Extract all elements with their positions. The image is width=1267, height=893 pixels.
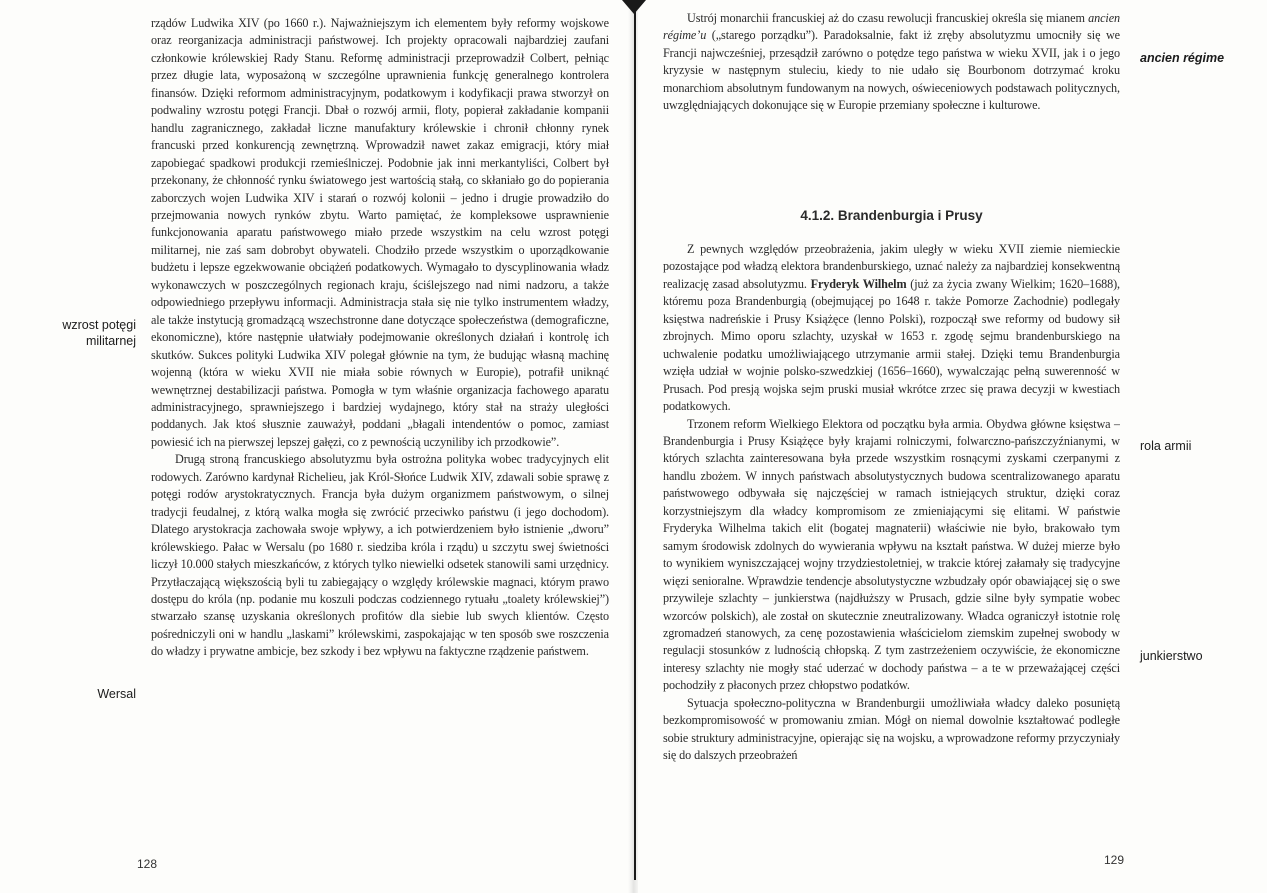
gutter-divider <box>634 8 636 880</box>
right-p1-before: Z pewnych względów przeobrażenia, jakim uległy w wieku XVII ziemie niemieckie pozostające pod władzą elektora brandenburskiego, uznać należy za najbardziej konsekwentną realizację zasad absolutyzmu. <box>663 242 1120 291</box>
right-p1-after: (już za życia zwany Wielkim; 1620–1688), któremu poza Brandenburgią (obejmującej po 1648 r. także Pomorze Zachodnie) podlegały księstwa nadreńskie i Prusy Książęce (lenno Polski), rozpoczął swe reformy od budowy sił zbrojnych. Mimo oporu szlachty, uzyskał w 1653 r. zgodę sejmu brandenburskiego na uchwalenie podatku umożliwiającego utrzymanie armii stałej. Dzięki temu Brandenburgia wzięła udział w wojnie polsko-szwedzkiej (1656–1660), wywalczając pełną suwerenność w Prusach. Pod presją wojska sejm pruski musiał wkrótce zrzec się prawa decyzji w kwestiach podatkowych. <box>663 276 1120 414</box>
margin-note-wersal: Wersal <box>97 687 136 701</box>
right-intro-after: („starego porządku”). Paradoksalnie, fakt iż zręby absolutyzmu umocniły się we Francji najwcześniej, przesądził zarówno o potędze tego państwa w wieku XVII, jak i o jego kryzysie w następnym stuleciu, kiedy to nie udało się Bourbonom dotrzymać kroku monarchiom absolutnym fundowanym na nowych, oświeceniowych podstawach politycznych, uwzględniających dokonujące się w Europie przemiany społeczne i kulturowe. <box>663 28 1120 113</box>
section-heading: 4.1.2. Brandenburgia i Prusy <box>800 208 983 223</box>
margin-note-rola-armii: rola armii <box>1140 439 1192 453</box>
book-spine-shadow <box>628 0 638 893</box>
right-page-intro <box>663 10 1120 180</box>
right-paragraph-2: Trzonem reform Wielkiego Elektora od początku była armia. Obydwa główne księstwa – Brandenburgia i Prusy Książęce były krajami rolniczymi, folwarczno-pańszczyźnianymi, w których szlachta zainteresowana była przede wszystkim rosnącymi zyskami czerpanymi z handlu zbożem. W innych państwach absolutystycznych budowa scentralizowanego aparatu państwowego odbywała się najczęściej w ramach istniejących struktur, dzięki coraz korzystniejszym dla władcy kompromisom ze zmieniającymi się elitami. W państwie Fryderyka Wilhelma takich elit (bogatej magnaterii) właściwie nie było, brakowało tym samym środowisk zdolnych do wywierania wpływu na kształt państwa. W dużej mierze było to wynikiem wyniszczającej wojny trzydziestoletniej, w trakcie której załamały się tradycyjne więzi senioralne. Wprawdzie tendencje absolutystyczne wzbudzały opór obawiającej się o swe przywileje szlachty – junkierstwa (najdłuższy w Prusach, gdzie silne były sympatie wobec wzorców polskich), ale został on skutecznie zneutralizowany. Władca ograniczył istotnie rolę zgromadzeń stanowych, za cenę pozostawienia właścicielom ziemskim zupełnej swobody w regulacji stosunków z ludnością chłopską. Z tym zastrzeżeniem oczywiście, że ekonomiczne interesy szlachty nie mogły stać uderzać w dochody państwa – a te w przeważającej części pochodziły z płaconych przez chłopstwo podatków. <box>663 416 1120 693</box>
right-intro-before: Ustrój monarchii francuskiej aż do czasu rewolucji francuskiej określa się mianem <box>687 11 1089 25</box>
right-paragraph-3: Sytuacja społeczno-polityczna w Brandenburgii umożliwiała władcy daleko posuniętą bezkompromisowość w promowaniu zmian. Mógł on niemal dowolnie kształtować podległe sobie struktury administracyjne, opierając się na wojsku, a wprowadzone reformy przyczyniały się do dalszych przeobrażeń <box>663 695 1120 763</box>
margin-note-militarna: wzrost potęgi militarnej <box>62 318 136 348</box>
gutter-triangle-icon <box>622 0 646 14</box>
ancien-regime-term: ancien régime’u <box>663 11 1120 43</box>
margin-note-ancien-regime: ancien régime <box>1140 51 1225 65</box>
right-intro-paragraph <box>663 10 1120 115</box>
right-paragraph-1 <box>663 241 1120 416</box>
right-page-body <box>663 241 1120 856</box>
left-paragraph-2: Drugą stroną francuskiego absolutyzmu była ostrożna polityka wobec tradycyjnych elit rodowych. Zarówno kardynał Richelieu, jak Król-Słońce Ludwik XIV, zdawali sobie sprawę z potęgi rodów arystokratycznych. Francja była dużym organizmem państwowym, o silnej tradycji feudalnej, z którą walka mogła się zwrócić przeciwko państwu (i jego dochodom). Dlatego arystokracja zachowała swoje wpływy, a ich potwierdzeniem było istnienie „dworu” królewskiego. Pałac w Wersalu (po 1680 r. siedziba króla i rządu) u szczytu swej świetności liczył 10.000 stałych mieszkańców, z których tylko niewielki odsetek stanowili sami urzędnicy. Przytłaczającą większością byli tu zabiegający o względy królewskie magnaci, którym prawo dostępu do króla (np. podanie mu koszuli podczas codziennego rytuału „toalety królewskiej”) stwarzało szansę uzyskania określonych profitów dla siebie lub swych klientów. Często pośredniczyli oni w handlu „laskami” królewskimi, zaspokajając w ten sposób swe roszczenia do władzy i prywatne ambicje, bez szkody i bez wpływu na faktyczne rządzenie państwem. <box>151 452 609 659</box>
page-number-right: 129 <box>1104 853 1125 867</box>
fryderyk-wilhelm-name: Fryderyk Wilhelm <box>810 276 907 291</box>
margin-note-junkierstwo: junkierstwo <box>1140 649 1203 663</box>
left-page-body <box>151 15 609 845</box>
left-paragraph-1: rządów Ludwika XIV (po 1660 r.). Najważniejszym ich elementem były reformy wojskowe oraz reorganizacja administracji państwowej. Ich projekty opracowali najbardziej zaufani członkowie królewskiej Rady Stanu. Reformę administracji przeprowadził Colbert, pełniąc przez długie lata, wyposażoną w szczególne uprawnienia funkcję generalnego kontrolera finansów. Dzięki reformom administracyjnym, podatkowym i kodyfikacji prawa stworzył on podwaliny wzrostu potęgi Francji. Dbał o rozwój armii, floty, popierał zakładanie kompanii handlu zagranicznego, zakładał liczne manufaktury królewskie i chronił chłonny rynek francuski przed konkurencją zewnętrzną. Wprowadził nawet zakaz emigracji, który miał zapobiegać spadkowi produkcji rzemieślniczej. Podobnie jak inni merkantyliści, Colbert był przekonany, że chłonność rynku światowego jest wartością stałą, co skłaniało go do popierania zaborczych wojen Ludwika XIV i starań o rozwój kolonii – jedno i drugie prowadziło do przejmowania nowych rynków zbytu. Warto pamiętać, że kompleksowe usprawnienie funkcjonowania aparatu państwowego miało przede wszystkim na celu wzrost potęgi militarnej, nie zaś sam dobrobyt obywateli. Chodziło przede wszystkim o uporządkowanie budżetu i lepsze egzekwowanie obciążeń podatkowych. Wymagało to dyscyplinowania władz wykonawczych w poszczególnych regionach kraju, ściślejszego nad nimi nadzoru, a także odpowiedniego przepływu informacji. Administracja stała się nie tylko instrumentem władzy, ale także instytucją gromadzącą wszechstronne dane dotyczące społeczeństwa (demograficzne, ekonomiczne), które następnie ułatwiały podejmowanie określonych działań i kontrolę ich skutków. Sukces polityki Ludwika XIV polegał głównie na tym, że budując własną machinę wojenną (która w wieku XVII nie miała sobie równych w Europie), potrafił uniknąć wewnętrznej destabilizacji państwa. Pomogła w tym właśnie organizacja fachowego aparatu administracyjnego, sprawniejszego i bardziej wydajnego, który stał na straży uległości poddanych. Jak ktoś słusznie zauważył, poddani „błagali intendentów o pomoc, zamiast powiesić ich na pierwszej lepszej gałęzi, co z pewnością uczyniliby ich przodkowie”. <box>151 16 609 449</box>
page-number-left: 128 <box>137 857 158 871</box>
